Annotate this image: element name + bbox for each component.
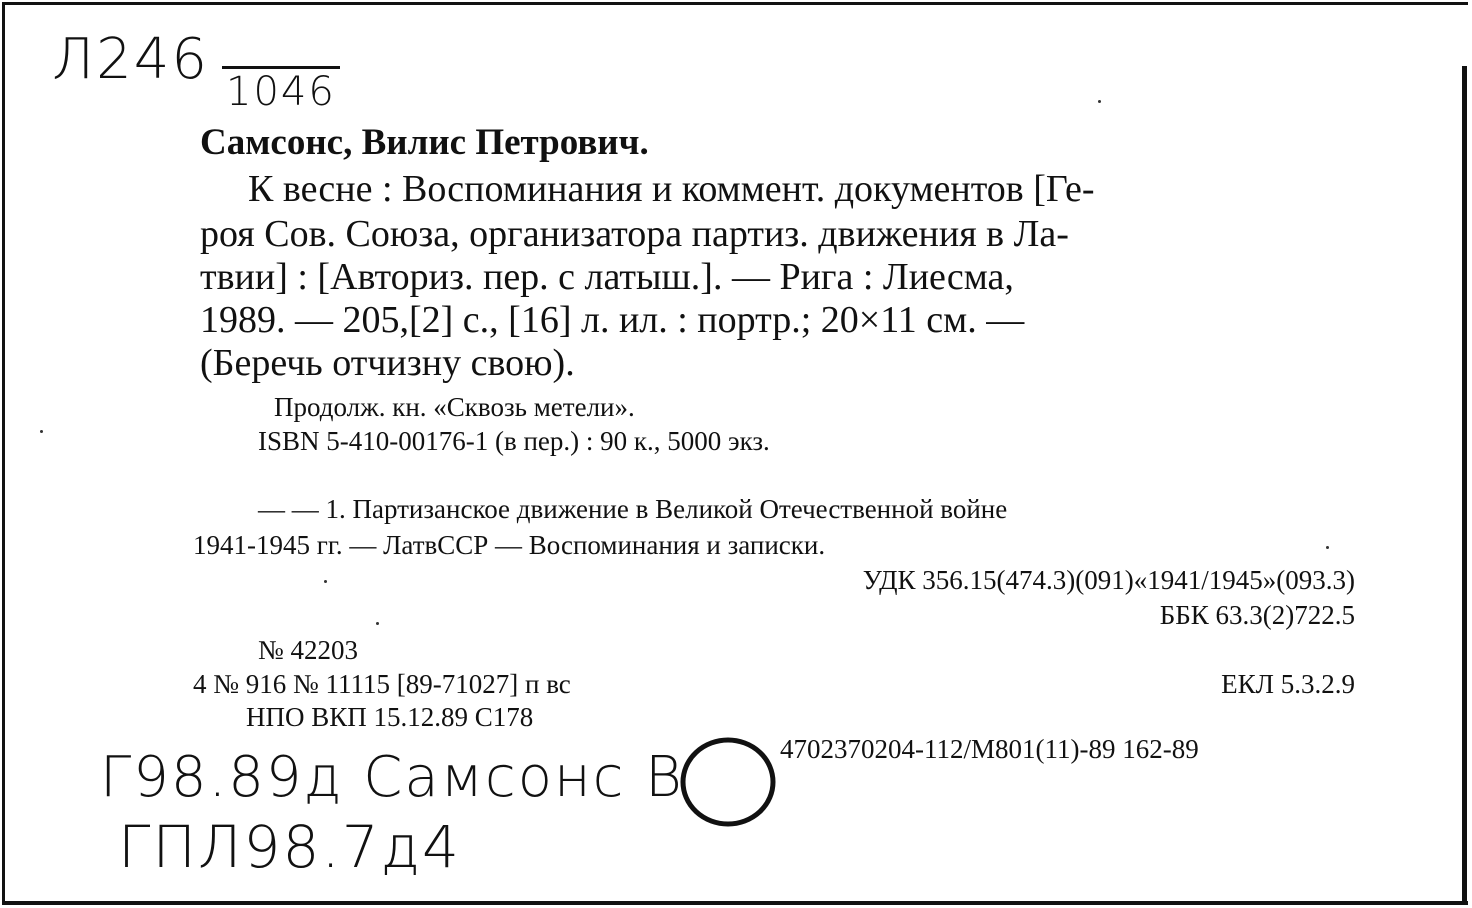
description-line-5: (Беречь отчизну свою). <box>200 342 575 384</box>
subject-line-2: 1941-1945 гг. — ЛатвССР — Воспоминания и записки. <box>193 530 826 560</box>
description-line-1: К весне : Воспоминания и коммент. документов [Ге- <box>248 168 1095 210</box>
speck-3 <box>324 580 327 583</box>
handwritten-shelf-mark: Л246 <box>52 27 209 92</box>
publisher-code-line: 4702370204-112/М801(11)-89 162-89 <box>780 734 1199 764</box>
card-border-right <box>1462 66 1467 904</box>
speck-5 <box>1326 546 1329 549</box>
handwritten-overline-number: 1046 <box>226 69 336 115</box>
udk-classification: УДК 356.15(474.3)(091)«1941/1945»(093.3) <box>862 565 1355 595</box>
subject-line-1: — — 1. Партизанское движение в Великой Отечественной войне <box>258 494 1008 524</box>
description-line-4: 1989. — 205,[2] с., [16] л. ил. : портр.; 20×11 см. — <box>200 299 1025 341</box>
continuation-note: Продолж. кн. «Сквозь метели». <box>274 392 635 422</box>
description-line-3: твии] : [Авториз. пер. с латыш.]. — Рига : Лиесма, <box>200 256 1014 298</box>
speck-4 <box>376 622 379 625</box>
author-heading: Самсонс, Вилис Петрович. <box>200 122 649 163</box>
description-line-2: роя Сов. Союза, организатора партиз. движения в Ла- <box>200 213 1069 255</box>
record-number: № 42203 <box>258 635 359 665</box>
order-line: 4 № 916 № 11115 [89-71027] п вс <box>193 669 571 699</box>
card-border-top <box>2 2 1468 5</box>
ekl-code: ЕКЛ 5.3.2.9 <box>1221 669 1355 699</box>
handwritten-note-line-2: ГПЛ98.7д4 <box>118 813 461 881</box>
speck-2 <box>40 430 43 433</box>
speck-1 <box>1098 100 1101 103</box>
handwritten-note-line-1: Г98.89д Самсонс В <box>100 745 684 810</box>
card-border-left <box>2 2 5 904</box>
isbn-line: ISBN 5-410-00176-1 (в пер.) : 90 к., 5000 экз. <box>258 426 770 456</box>
npo-line: НПО ВКП 15.12.89 С178 <box>246 702 534 732</box>
bbk-classification: ББК 63.3(2)722.5 <box>1159 600 1355 630</box>
card-border-bottom <box>2 901 1468 905</box>
circle-stamp-icon <box>676 734 780 830</box>
